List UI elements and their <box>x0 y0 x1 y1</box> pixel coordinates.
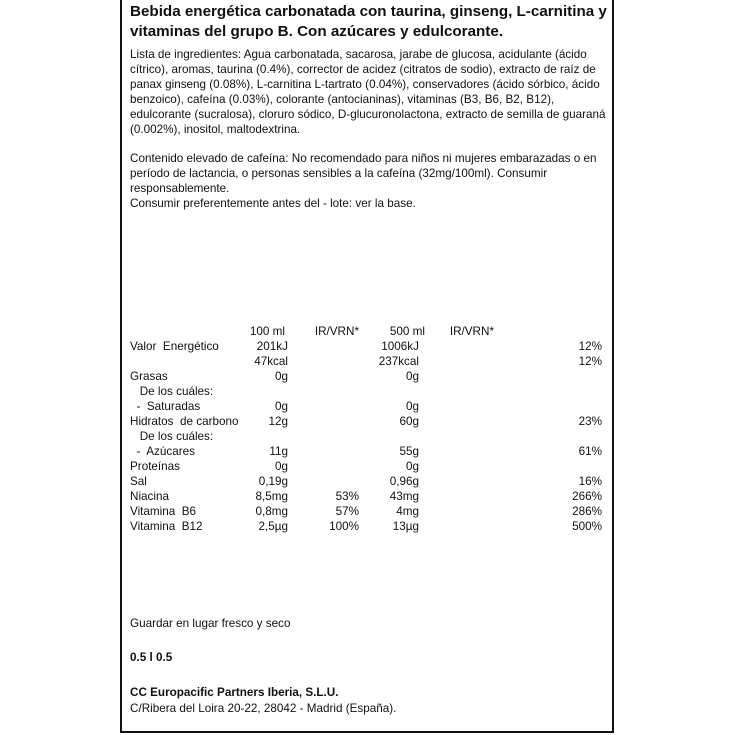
nutrition-table <box>130 324 608 534</box>
nutrient-label: Niacina <box>130 490 169 503</box>
company-name: CC Europacific Partners Iberia, S.L.U. <box>130 686 339 699</box>
value-500ml: 0g <box>405 370 419 383</box>
value-100ml: 0g <box>274 400 288 413</box>
value-500ml: 1006kJ <box>381 340 419 353</box>
value-500ml: 237kcal <box>378 355 419 368</box>
nutrient-label: De los cuáles: <box>130 430 214 443</box>
table-row <box>130 444 608 459</box>
value-100ml: 0g <box>274 460 288 473</box>
ir-500ml: 61% <box>578 445 602 458</box>
value-100ml: 8,5mg <box>255 490 288 503</box>
table-row <box>130 369 608 384</box>
value-500ml: 60g <box>399 415 419 428</box>
nutrition-rows <box>130 339 608 534</box>
label-text-block <box>130 2 608 211</box>
product-title: Bebida energética carbonatada con taurina, ginseng, L-carnitina y vitaminas del grupo B. Con azúcares y edulcorante. <box>130 3 607 40</box>
ir-500ml: 12% <box>578 355 602 368</box>
table-row <box>130 384 608 399</box>
nutrient-label: Proteínas <box>130 460 181 473</box>
table-row <box>130 429 608 444</box>
best-before-note: Consumir preferentemente antes del - lote: ver la base. <box>130 197 416 210</box>
value-500ml: 13µg <box>392 520 419 533</box>
ir-500ml: 286% <box>572 505 602 518</box>
storage-note: Guardar en lugar fresco y seco <box>130 617 291 630</box>
table-row <box>130 459 608 474</box>
nutrient-label: - Azúcares <box>130 445 195 458</box>
value-100ml: 12g <box>268 415 288 428</box>
nutrient-label: Vitamina B6 <box>130 505 197 518</box>
ir-500ml: 500% <box>572 520 602 533</box>
table-row <box>130 354 608 369</box>
table-row <box>130 414 608 429</box>
nutrient-label: Sal <box>130 475 147 488</box>
caffeine-warning: Contenido elevado de cafeína: No recomendado para niños ni mujeres embarazadas o en período de lactancia, o personas sensibles a la cafeína (32mg/100ml). Consumir responsablemente. <box>130 152 597 195</box>
table-row <box>130 489 608 504</box>
value-100ml: 47kcal <box>254 355 288 368</box>
value-500ml: 55g <box>399 445 419 458</box>
volume-label: 0.5 l 0.5 <box>130 651 173 664</box>
table-row <box>130 399 608 414</box>
value-500ml: 0,96g <box>389 475 419 488</box>
ir-500ml: 266% <box>572 490 602 503</box>
nutrient-label: De los cuáles: <box>130 385 214 398</box>
value-500ml: 0g <box>405 400 419 413</box>
header-ir-100ml: IR/VRN* <box>314 325 359 338</box>
nutrient-label: Vitamina B12 <box>130 520 203 533</box>
nutrient-label: - Saturadas <box>130 400 201 413</box>
value-100ml: 201kJ <box>256 340 288 353</box>
ir-100ml: 100% <box>329 520 359 533</box>
nutrient-label: Valor Energético <box>130 340 219 353</box>
ir-500ml: 16% <box>578 475 602 488</box>
company-address: C/Ribera del Loira 20-22, 28042 - Madrid (España). <box>130 702 397 715</box>
table-row <box>130 519 608 534</box>
value-500ml: 43mg <box>389 490 419 503</box>
ingredients-list: Lista de ingredientes: Agua carbonatada, sacarosa, jarabe de glucosa, acidulante (ácido cítrico), aromas, taurina (0.4%), corrector de acidez (citratos de sodio), extracto de raíz de panax ginseng (0.08%), L-carnitina L-tartrato (0.04%), conservadores (ácido sórbico, ácido benzoico), cafeína (0.03%), colorante (antocianinas), vitaminas (B3, B6, B2, B12), edulcorante (sucralosa), cloruro sódico, D-glucuronolactona, extracto de semilla de guaraná (0.002%), inositol, maltodextrina. <box>130 48 606 136</box>
header-ir-500ml: IR/VRN* <box>449 325 494 338</box>
ir-500ml: 12% <box>578 340 602 353</box>
header-100ml: 100 ml <box>249 325 285 338</box>
value-100ml: 0,8mg <box>255 505 288 518</box>
nutrition-header-row <box>130 324 608 339</box>
ir-500ml: 23% <box>578 415 602 428</box>
header-500ml: 500 ml <box>389 325 425 338</box>
table-row <box>130 339 608 354</box>
nutrient-label: Hidratos de carbono <box>130 415 239 428</box>
table-row <box>130 504 608 519</box>
nutrient-label: Grasas <box>130 370 168 383</box>
value-100ml: 2,5µg <box>258 520 288 533</box>
value-100ml: 0g <box>274 370 288 383</box>
ir-100ml: 53% <box>335 490 359 503</box>
value-100ml: 0,19g <box>258 475 288 488</box>
value-500ml: 0g <box>405 460 419 473</box>
ir-100ml: 57% <box>335 505 359 518</box>
value-100ml: 11g <box>269 445 288 458</box>
table-row <box>130 474 608 489</box>
value-500ml: 4mg <box>396 505 419 518</box>
